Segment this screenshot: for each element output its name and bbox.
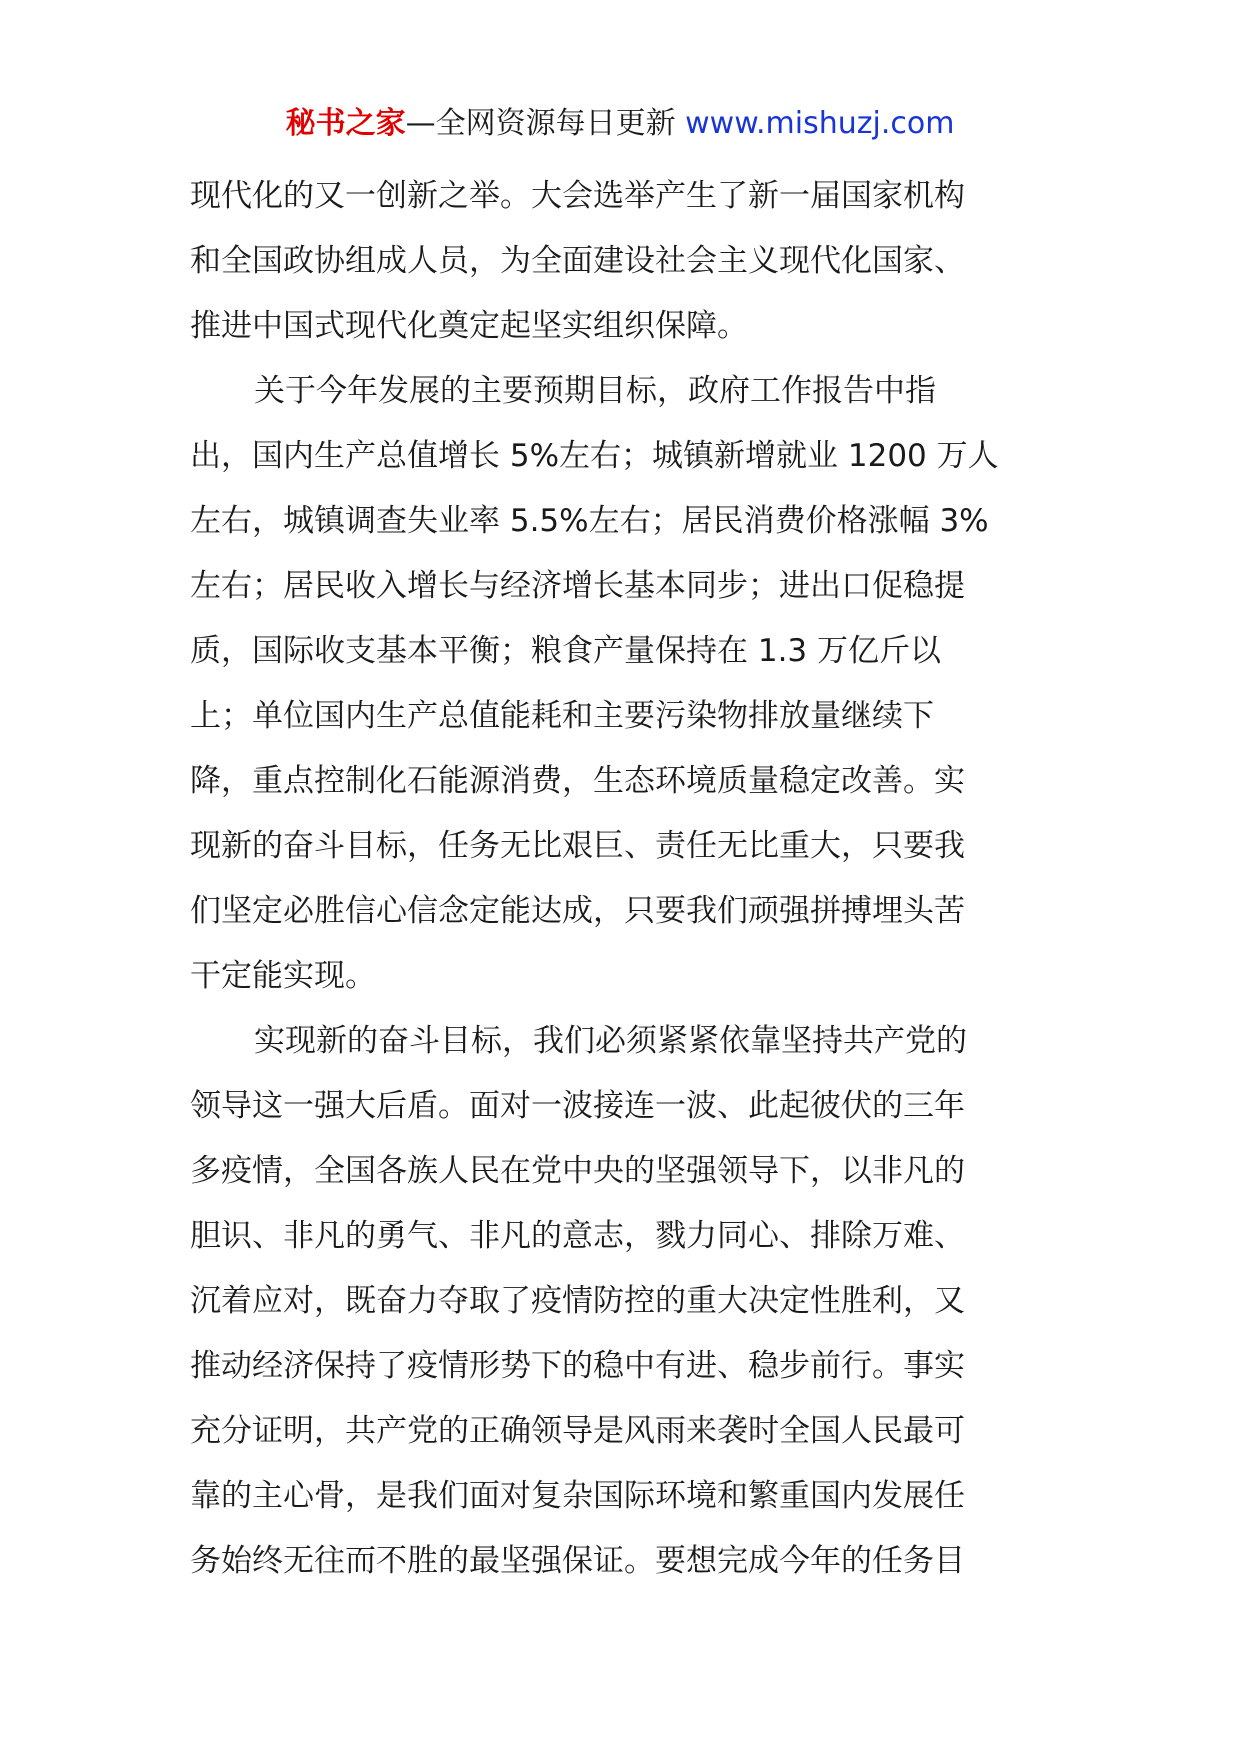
text-line: 干定能实现。 bbox=[190, 958, 376, 994]
text-line: 沉着应对，既奋力夺取了疫情防控的重大决定性胜利，又 bbox=[190, 1283, 965, 1319]
text-line: 靠的主心骨，是我们面对复杂国际环境和繁重国内发展任 bbox=[190, 1478, 965, 1514]
text-line: 推进中国式现代化奠定起坚实组织保障。 bbox=[190, 308, 748, 344]
text-line: 和全国政协组成人员，为全面建设社会主义现代化国家、 bbox=[190, 243, 965, 279]
text-line: 多疫情，全国各族人民在党中央的坚强领导下，以非凡的 bbox=[190, 1153, 965, 1189]
text-line: 降，重点控制化石能源消费，生态环境质量稳定改善。实 bbox=[190, 763, 965, 799]
text-line: 现新的奋斗目标，任务无比艰巨、责任无比重大，只要我 bbox=[190, 828, 965, 864]
text-line: 出，国内生产总值增长 5%左右；城镇新增就业 1200 万人 bbox=[190, 438, 999, 474]
site-slogan: —全网资源每日更新 bbox=[405, 106, 676, 141]
paragraph-first-line: 关于今年发展的主要预期目标，政府工作报告中指 bbox=[254, 373, 936, 409]
text-line: 质，国际收支基本平衡；粮食产量保持在 1.3 万亿斤以 bbox=[190, 633, 942, 669]
text-line: 胆识、非凡的勇气、非凡的意志，戮力同心、排除万难、 bbox=[190, 1218, 965, 1254]
text-line: 现代化的又一创新之举。大会选举产生了新一届国家机构 bbox=[190, 178, 965, 214]
text-line: 上；单位国内生产总值能耗和主要污染物排放量继续下 bbox=[190, 698, 934, 734]
document-body bbox=[190, 164, 1060, 1594]
text-line: 务始终无往而不胜的最坚强保证。要想完成今年的任务目 bbox=[190, 1543, 965, 1579]
text-line: 领导这一强大后盾。面对一波接连一波、此起彼伏的三年 bbox=[190, 1088, 965, 1124]
site-header bbox=[0, 100, 1240, 148]
paragraph-first-line: 实现新的奋斗目标，我们必须紧紧依靠坚持共产党的 bbox=[254, 1023, 967, 1059]
text-line: 们坚定必胜信心信念定能达成，只要我们顽强拼搏埋头苦 bbox=[190, 893, 965, 929]
text-line: 左右；居民收入增长与经济增长基本同步；进出口促稳提 bbox=[190, 568, 965, 604]
text-line: 左右，城镇调查失业率 5.5%左右；居民消费价格涨幅 3% bbox=[190, 503, 989, 539]
site-url-link[interactable]: www.mishuzj.com bbox=[685, 106, 955, 141]
site-brand: 秘书之家 bbox=[285, 106, 406, 141]
text-line: 推动经济保持了疫情形势下的稳中有进、稳步前行。事实 bbox=[190, 1348, 965, 1384]
text-line: 充分证明，共产党的正确领导是风雨来袭时全国人民最可 bbox=[190, 1413, 965, 1449]
